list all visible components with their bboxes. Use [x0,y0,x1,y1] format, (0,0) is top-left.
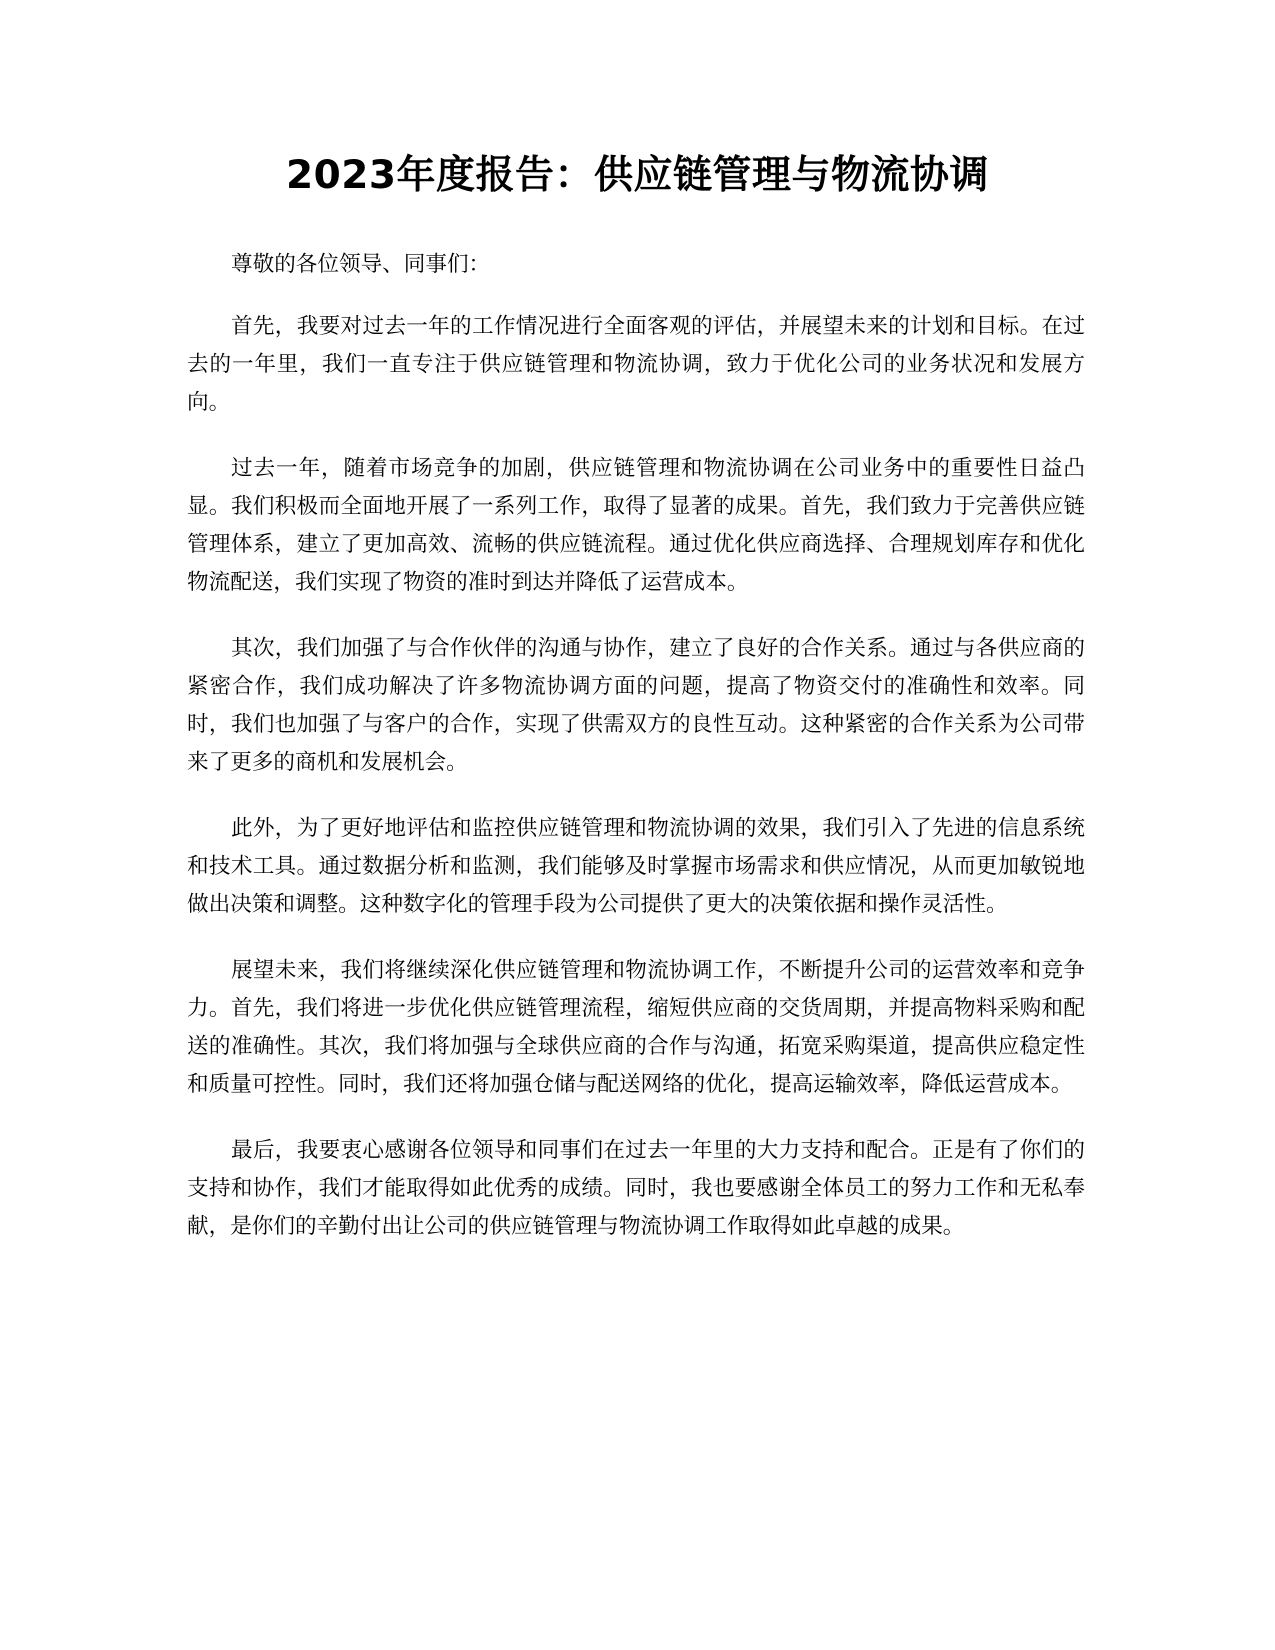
body-paragraph-outlook: 展望未来，我们将继续深化供应链管理和物流协调工作，不断提升公司的运营效率和竞争力。首先，我们将进一步优化供应链管理流程，缩短供应商的交货周期，并提高物料采购和配送的准确性。其次，我们将加强与全球供应商的合作与沟通，拓宽采购渠道，提高供应稳定性和质量可控性。同时，我们还将加强仓储与配送网络的优化，提高运输效率，降低运营成本。 [187,958,1085,1097]
body-paragraph-cooperation: 其次，我们加强了与合作伙伴的沟通与协作，建立了良好的合作关系。通过与各供应商的紧密合作，我们成功解决了许多物流协调方面的问题，提高了物资交付的准确性和效率。同时，我们也加强了与客户的合作，实现了供需双方的良性互动。这种紧密的合作关系为公司带来了更多的商机和发展机会。 [187,636,1085,775]
body-paragraph-intro: 首先，我要对过去一年的工作情况进行全面客观的评估，并展望未来的计划和目标。在过去的一年里，我们一直专注于供应链管理和物流协调，致力于优化公司的业务状况和发展方向。 [187,314,1085,415]
document-title: 2023年度报告：供应链管理与物流协调 [285,153,990,198]
body-paragraph-achievements: 过去一年，随着市场竞争的加剧，供应链管理和物流协调在公司业务中的重要性日益凸显。我们积极而全面地开展了一系列工作，取得了显著的成果。首先，我们致力于完善供应链管理体系，建立了更加高效、流畅的供应链流程。通过优化供应商选择、合理规划库存和优化物流配送，我们实现了物资的准时到达并降低了运营成本。 [187,456,1085,595]
greeting-paragraph: 尊敬的各位领导、同事们： [231,252,491,277]
document-body [187,246,1085,1274]
body-paragraph-information-systems: 此外，为了更好地评估和监控供应链管理和物流协调的效果，我们引入了先进的信息系统和技术工具。通过数据分析和监测，我们能够及时掌握市场需求和供应情况，从而更加敏锐地做出决策和调整。这种数字化的管理手段为公司提供了更大的决策依据和操作灵活性。 [187,816,1085,917]
body-paragraph-thanks: 最后，我要衷心感谢各位领导和同事们在过去一年里的大力支持和配合。正是有了你们的支持和协作，我们才能取得如此优秀的成绩。同时，我也要感谢全体员工的努力工作和无私奉献，是你们的辛勤付出让公司的供应链管理与物流协调工作取得如此卓越的成果。 [187,1138,1085,1239]
